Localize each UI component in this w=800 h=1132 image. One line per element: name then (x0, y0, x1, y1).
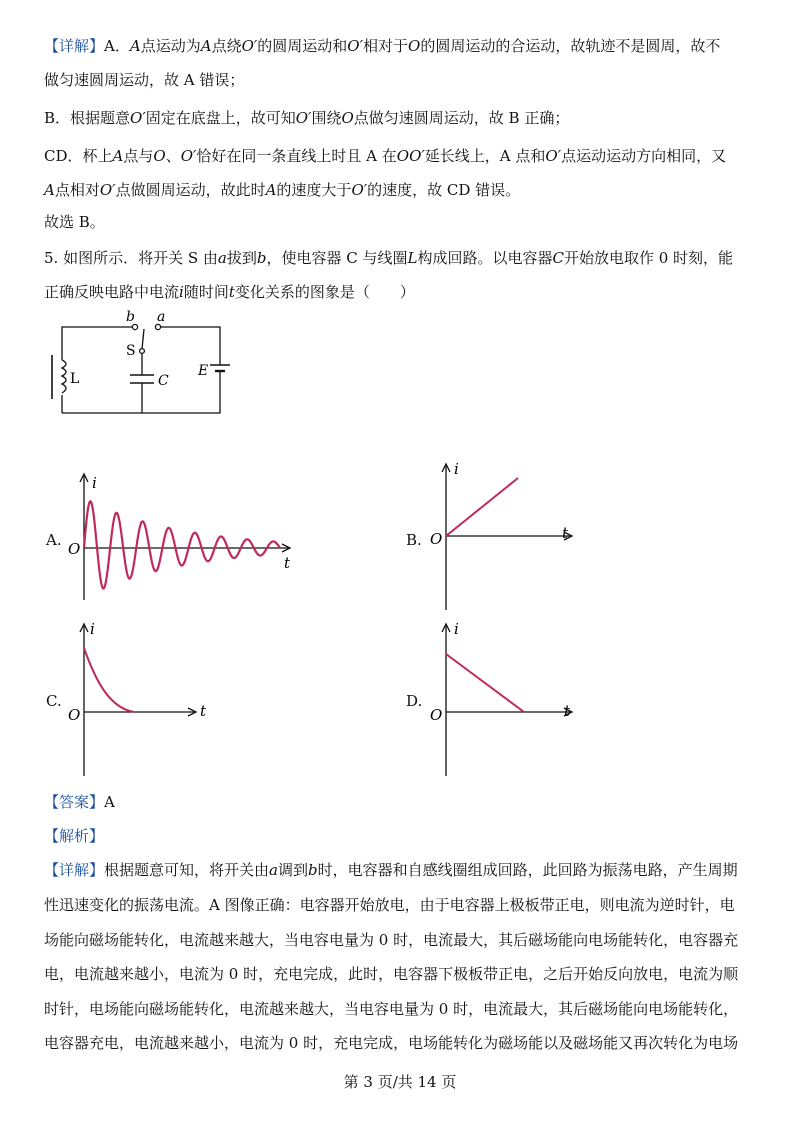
switch-pivot (140, 349, 145, 354)
text: 相对于 (363, 37, 409, 55)
wire-bottom (62, 381, 220, 413)
option-c-graph[interactable] (62, 620, 222, 780)
symbol: O (341, 109, 354, 127)
label-c: C (158, 373, 169, 389)
symbol: b (256, 249, 267, 267)
text: 点绕 (211, 37, 242, 55)
paragraph-3-line-1 (44, 146, 726, 166)
text: 构成回路。以电容器 (417, 249, 553, 267)
contact-b (132, 324, 137, 329)
symbol: A (129, 37, 141, 55)
label-s: S (126, 343, 136, 359)
switch-arm (142, 329, 144, 349)
answer-value: A (104, 793, 115, 811)
paragraph-3-line-2 (44, 180, 520, 200)
option-b-label[interactable]: B. (406, 531, 422, 549)
symbol: O′ (241, 37, 258, 55)
x-axis-label: t (284, 554, 291, 572)
damped-oscillation-curve (84, 501, 280, 588)
symbol: O′ (130, 109, 146, 127)
label-b: b (126, 309, 135, 325)
x-axis-label: t (564, 702, 571, 720)
text: 点运动运动方向相同，又 (561, 147, 727, 165)
label-a: a (157, 309, 166, 325)
option-d-graph[interactable] (424, 620, 584, 780)
analysis-line-1 (44, 860, 738, 880)
text: 恰好在同一条直线上时且 A 在 (196, 147, 397, 165)
symbol: a (217, 249, 227, 267)
text: 点相对 (54, 181, 100, 199)
symbol: O′ (99, 181, 116, 199)
text: 固定在底盘上，故可知 (145, 109, 296, 127)
symbol: A (112, 147, 124, 165)
symbol: A (265, 181, 277, 199)
symbol: i (179, 283, 184, 301)
analysis-line-5: 时针，电场能向磁场能转化，电流越来越大，当电容电量为 0 时，电流最大，其后磁场能向电场能转化， (44, 1000, 739, 1018)
paragraph-1-line-1 (44, 36, 720, 56)
inductor-coil (62, 360, 66, 393)
symbol: OO′ (396, 147, 425, 165)
origin-label: O (68, 540, 81, 558)
symbol: O (153, 147, 166, 165)
symbol: C (552, 249, 564, 267)
question-5-line-2 (44, 282, 415, 302)
text: CD．杯上 (44, 147, 113, 165)
text: 调到 (277, 861, 308, 879)
option-b-graph[interactable] (424, 460, 584, 615)
option-a-label[interactable]: A. (46, 531, 62, 549)
analysis-line-4: 电，电流越来越小，电流为 0 时，充电完成，此时，电容器下极板带正电，之后开始反向放电，电流为顺 (44, 965, 739, 983)
symbol: L (407, 249, 418, 267)
symbol: A (44, 181, 55, 199)
x-axis-label: t (562, 524, 569, 542)
option-d-label[interactable]: D. (406, 692, 423, 710)
symbol: O′ (295, 109, 312, 127)
detail-tag: 【详解】 (44, 37, 105, 55)
page-footer: 第 3 页/共 14 页 (343, 1073, 457, 1091)
text: 5. 如图所示．将开关 S 由 (44, 249, 218, 267)
symbol: O′ (347, 37, 363, 55)
text: 开始放电取作 0 时刻，能 (563, 249, 734, 267)
symbol: O′ (351, 181, 368, 199)
answer-line (44, 792, 115, 812)
text: 的速度，故 CD 错误。 (367, 181, 521, 199)
text: 随时间 (183, 283, 229, 301)
text: 变化关系的图象是（ ） (234, 283, 415, 301)
wire-top-left (62, 327, 132, 360)
analysis-line-2: 性迅速变化的振荡电流。A 图像正确：电容器开始放电，由于电容器上极板带正电，则电流为逆时针，电 (44, 896, 735, 914)
text: A． (104, 37, 130, 55)
symbol: a (269, 861, 278, 879)
text: 正确反映电路中电流 (44, 283, 180, 301)
option-a-graph[interactable] (62, 470, 302, 605)
y-axis-label: i (90, 620, 95, 638)
text: 的速度大于 (276, 181, 352, 199)
text: 的圆周运动和 (257, 37, 348, 55)
analysis-line-6: 电容器充电，电流越来越小，电流为 0 时，充电完成，电场能转化为磁场能以及磁场能又再次转化为电场 (44, 1034, 739, 1052)
exponential-decay-curve (84, 648, 134, 712)
symbol: O′ (545, 147, 562, 165)
wire-right-top (160, 327, 220, 365)
answer-tag: 【答案】 (44, 793, 105, 811)
question-5-line-1 (44, 248, 733, 268)
text: 围绕 (311, 109, 342, 127)
y-axis-label: i (92, 474, 97, 492)
y-axis-label: i (454, 620, 459, 638)
text: 延长线上，A 点和 (424, 147, 546, 165)
symbol: b (308, 861, 318, 879)
lc-circuit-diagram (40, 305, 240, 420)
paragraph-2 (44, 108, 569, 128)
origin-label: O (68, 706, 81, 724)
symbol: O (408, 37, 421, 55)
y-axis-label: i (454, 460, 459, 478)
symbol: O′ (180, 147, 197, 165)
text: B．根据题意 (44, 109, 131, 127)
analysis-line-3: 场能向磁场能转化，电流越来越大，当电容电量为 0 时，电流最大，其后磁场能向电场能转化，电容器充 (44, 931, 739, 949)
paragraph-4: 故选 B。 (44, 213, 105, 231)
symbol: t (228, 283, 235, 301)
origin-label: O (430, 530, 443, 548)
decreasing-line (446, 654, 524, 712)
text: 根据题意可知，将开关由 (104, 861, 270, 879)
text: 点运动为 (140, 37, 201, 55)
text: 时，电容器和自感线圈组成回路，此回路为振荡电路，产生周期 (317, 861, 738, 879)
detail-tag-2: 【详解】 (44, 861, 105, 879)
increasing-line (446, 478, 518, 536)
x-axis-label: t (200, 702, 207, 720)
text: ，使电容器 C 与线圈 (266, 249, 408, 267)
analysis-tag: 【解析】 (44, 827, 105, 845)
symbol: A (200, 37, 212, 55)
text: 点做圆周运动，故此时 (115, 181, 266, 199)
text: 点做匀速圆周运动，故 B 正确； (353, 109, 570, 127)
text: 点与 (123, 147, 154, 165)
label-l: L (70, 371, 80, 387)
origin-label: O (430, 706, 443, 724)
text: 、 (165, 147, 181, 165)
label-e: E (198, 363, 209, 379)
text: 的圆周运动的合运动，故轨迹不是圆周，故不 (420, 37, 721, 55)
option-c-label[interactable]: C. (46, 692, 62, 710)
contact-a (155, 324, 160, 329)
text: 拔到 (226, 249, 257, 267)
paragraph-1-line-2: 做匀速圆周运动，故 A 错误； (44, 71, 245, 89)
